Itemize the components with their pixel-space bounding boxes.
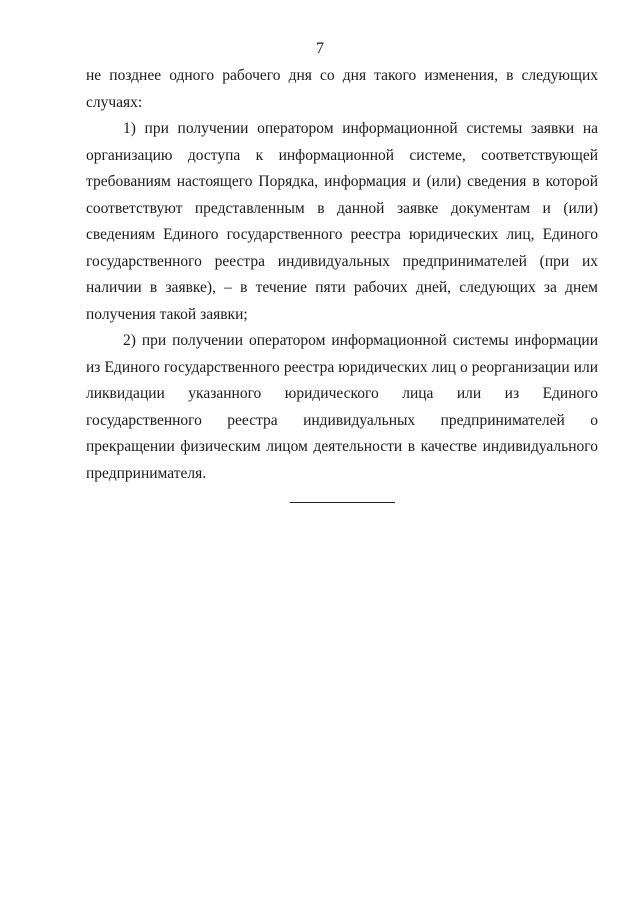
closing-divider <box>290 502 395 503</box>
document-body <box>86 63 598 487</box>
paragraph-item-1: 1) при получении оператором информационной системы заявки на организацию доступа к информационной системе, соответствующей требованиям настоящего Порядка, информация и (или) сведения в которой соответствуют представленным в данной заявке документам и (или) сведениям Единого государственного реестра юридических лиц, Единого государственного реестра индивидуальных предпринимателей (при их наличии в заявке), – в течение пяти рабочих дней, следующих за днем получения такой заявки; <box>86 120 598 323</box>
paragraph-continuation: не позднее одного рабочего дня со дня такого изменения, в следующих случаях: <box>86 67 598 111</box>
paragraph-item-2: 2) при получении оператором информационной системы информации из Единого государственного реестра юридических лиц о реорганизации или ликвидации указанного юридического лица или из Единого государственного реестра индивидуальных предпринимателей о прекращении физическим лицом деятельности в качестве индивидуального предпринимателя. <box>86 332 598 482</box>
page-number: 7 <box>316 40 324 57</box>
